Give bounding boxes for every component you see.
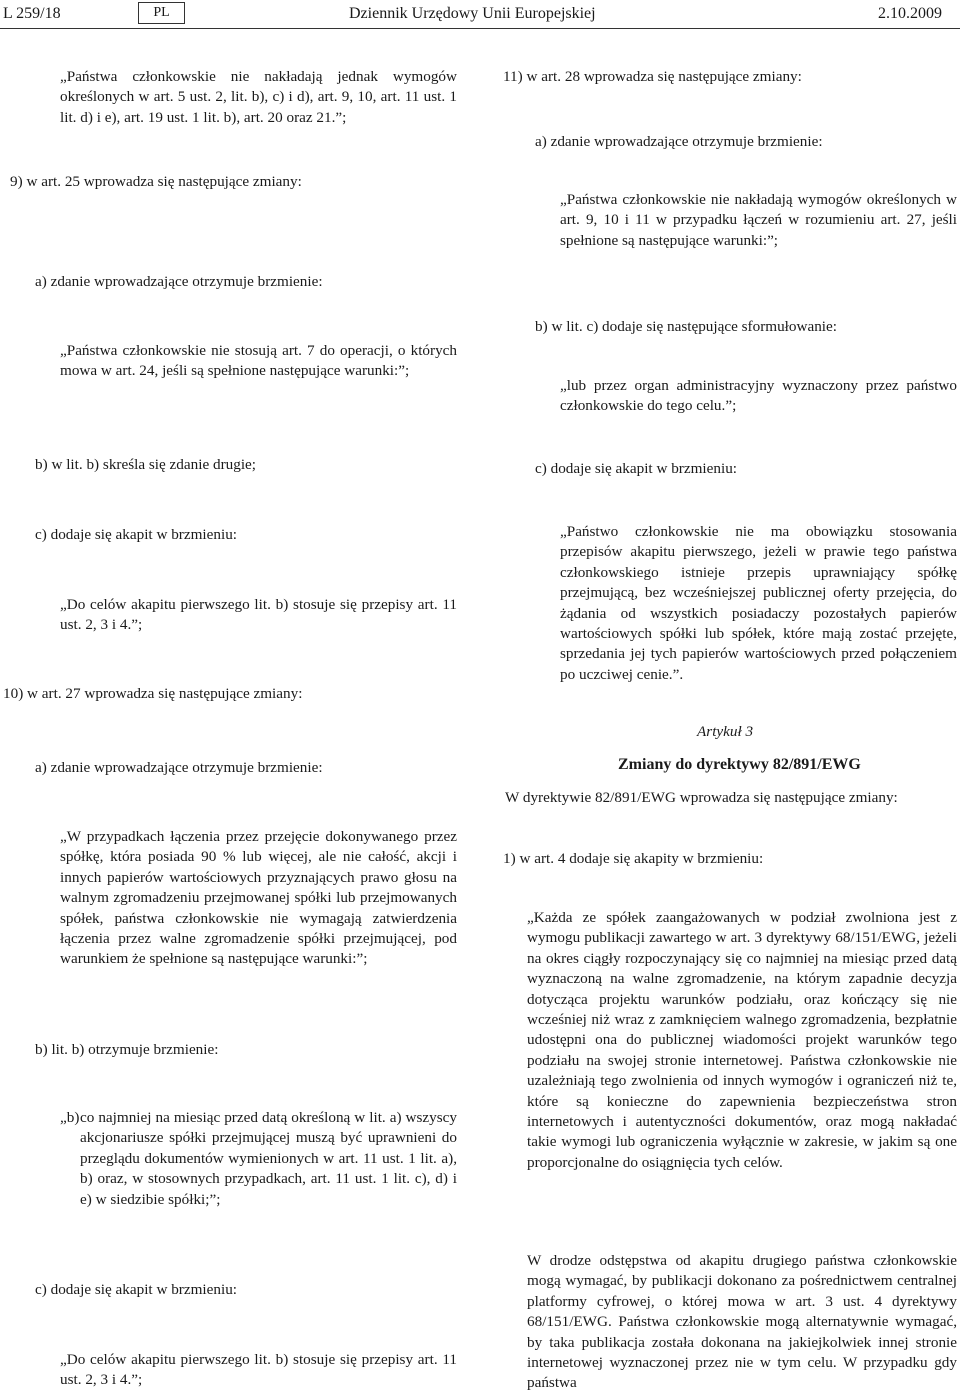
item-9-c-quote: „Do celów akapitu pierwszego lit. b) stosuje się przepisy art. 11 ust. 2, 3 i 4.”; [60,596,457,634]
article-item-1-quote: „Każda ze spółek zaangażowanych w podział zwolniona jest z wymogu publikacji zawartego w art. 3 dyrektywy 68/151/EWG, jeżeli na okres ciągły rozpoczynający się co najmniej na miesiąc przed datą wyznaczoną na walne zgromadzenie, na którym zapadnie decyzja dotycząca projektu warunków podziału, oraz kończący się nie wcześniej niż wraz z zamknięciem walnego zgromadzenia, bezpłatnie udostępni ona do publicznej wiadomości projekt warunków tego podziału na swojej stronie internetowej. Państwa członkowskie nie uzależniają tego zwolnienia od innych wymogów i ograniczeń niż te, które są konieczne do zapewnienia bezpieczeństwa stron internetowych i autentyczności dokumentów, oraz mogą nakładać takie wymogi lub ograniczenia wyłącznie w zakresie, w jakim są one proporcjonalne do osiągnięcia tych celów. [527,909,957,1171]
item-11-a-quote: „Państwa członkowskie nie nakładają wymogów określonych w art. 9, 10 i 11 w przypadku łączeń w rozumieniu art. 27, jeśli spełnione są następujące warunki:”; [560,191,957,249]
article-intro: W dyrektywie 82/891/EWG wprowadza się następujące zmiany: [505,789,898,806]
item-10-a-quote: „W przypadkach łączenia przez przejęcie dokonywanego przez spółkę, która posiada 90 % lub więcej, ale nie całość, akcji i innych papierów wartościowych przyznających prawo głosu na walnym zgromadzeniu przejmowanej spółki lub przejmowanych spółek, państwa członkowskie nie wymagają zatwierdzenia łączenia przez walne zgromadzenie spółki przejmującej, pod warunkiem że spełnione są następujące warunki:”; [60,828,457,968]
item-10-c-quote: „Do celów akapitu pierwszego lit. b) stosuje się przepisy art. 11 ust. 2, 3 i 4.”; [60,1351,457,1389]
item-11: 11) w art. 28 wprowadza się następujące zmiany: [503,68,802,85]
item-11-c: c) dodaje się akapit w brzmieniu: [535,460,738,477]
header-rule [0,28,960,29]
item-9-c: c) dodaje się akapit w brzmieniu: [35,526,238,543]
item-11-b-quote: „lub przez organ administracyjny wyznaczony przez państwo członkowskie do tego celu.”; [560,377,957,415]
item-10-b: b) lit. b) otrzymuje brzmienie: [35,1041,219,1058]
item-10-b-quote-block [60,1108,457,1210]
item-10-c: c) dodaje się akapit w brzmieniu: [35,1281,238,1298]
article-title: Zmiany do dyrektywy 82/891/EWG [618,756,861,773]
article-item-1-paragraph-2: W drodze odstępstwa od akapitu drugiego państwa członkowskie mogą wymagać, by publikacji dokonano za pośrednictwem centralnej platformy cyfrowej, o której mowa w art. 3 ust. 4 dyrektywy 68/151/EWG. Państwa członkowskie mogą alternatywnie wymagać, by taka publikacja została dokonana na jakiejkolwiek innej stronie internetowej wyznaczonej przez nie w tym celu. W przypadku gdy państwa [527,1252,957,1392]
publication-date: 2.10.2009 [878,5,942,22]
page-reference: L 259/18 [3,5,61,22]
article-item-1: 1) w art. 4 dodaje się akapity w brzmieniu: [503,850,764,867]
item-10: 10) w art. 27 wprowadza się następujące zmiany: [3,685,303,702]
item-9-a: a) zdanie wprowadzające otrzymuje brzmienie: [35,273,323,290]
item-10-b-quote-number: „b) [60,1109,80,1126]
journal-title: Dziennik Urzędowy Unii Europejskiej [349,5,596,22]
item-11-c-quote: „Państwo członkowskie nie ma obowiązku stosowania przepisów akapitu pierwszego, jeżeli w prawie tego państwa członkowskiego istnieje przepis uprawniający spółkę przejmującą, bez wcześniejszej publicznej oferty przejęcia, do żądania od wszystkich posiadaczy pozostałych papierów wartościowych spółki lub spółek, które mają zostać przejęte, sprzedania jej tych papierów wartościowych przed połączeniem po uczciwej cenie.”. [560,523,957,683]
item-9-b: b) w lit. b) skreśla się zdanie drugie; [35,456,256,473]
article-label: Artykuł 3 [697,723,754,740]
item-9: 9) w art. 25 wprowadza się następujące zmiany: [10,173,302,190]
item-11-b: b) w lit. c) dodaje się następujące sformułowanie: [535,318,837,335]
item-9-a-quote: „Państwa członkowskie nie stosują art. 7 do operacji, o których mowa w art. 24, jeśli są spełnione następujące warunki:”; [60,342,457,380]
item-10-b-quote: co najmniej na miesiąc przed datą określoną w lit. a) wszyscy akcjonariusze spółki przejmującej muszą być uprawnieni do przeglądu dokumentów wymienionych w art. 11 ust. 1 lit. a), b) oraz, w stosownych przypadkach, art. 11 ust. 1 lit. c), d) i e) w siedzibie spółki;”; [80,1109,457,1208]
item-10-a: a) zdanie wprowadzające otrzymuje brzmienie: [35,759,323,776]
language-badge: PL [138,2,185,24]
quote-paragraph: „Państwa członkowskie nie nakładają jednak wymogów określonych w art. 5 ust. 2, lit. b), c) i d), art. 9, 10, art. 11 ust. 1 lit. d) i e), art. 19 ust. 1 lit. b), art. 20 oraz 21.”; [60,68,457,126]
item-11-a: a) zdanie wprowadzające otrzymuje brzmienie: [535,133,823,150]
